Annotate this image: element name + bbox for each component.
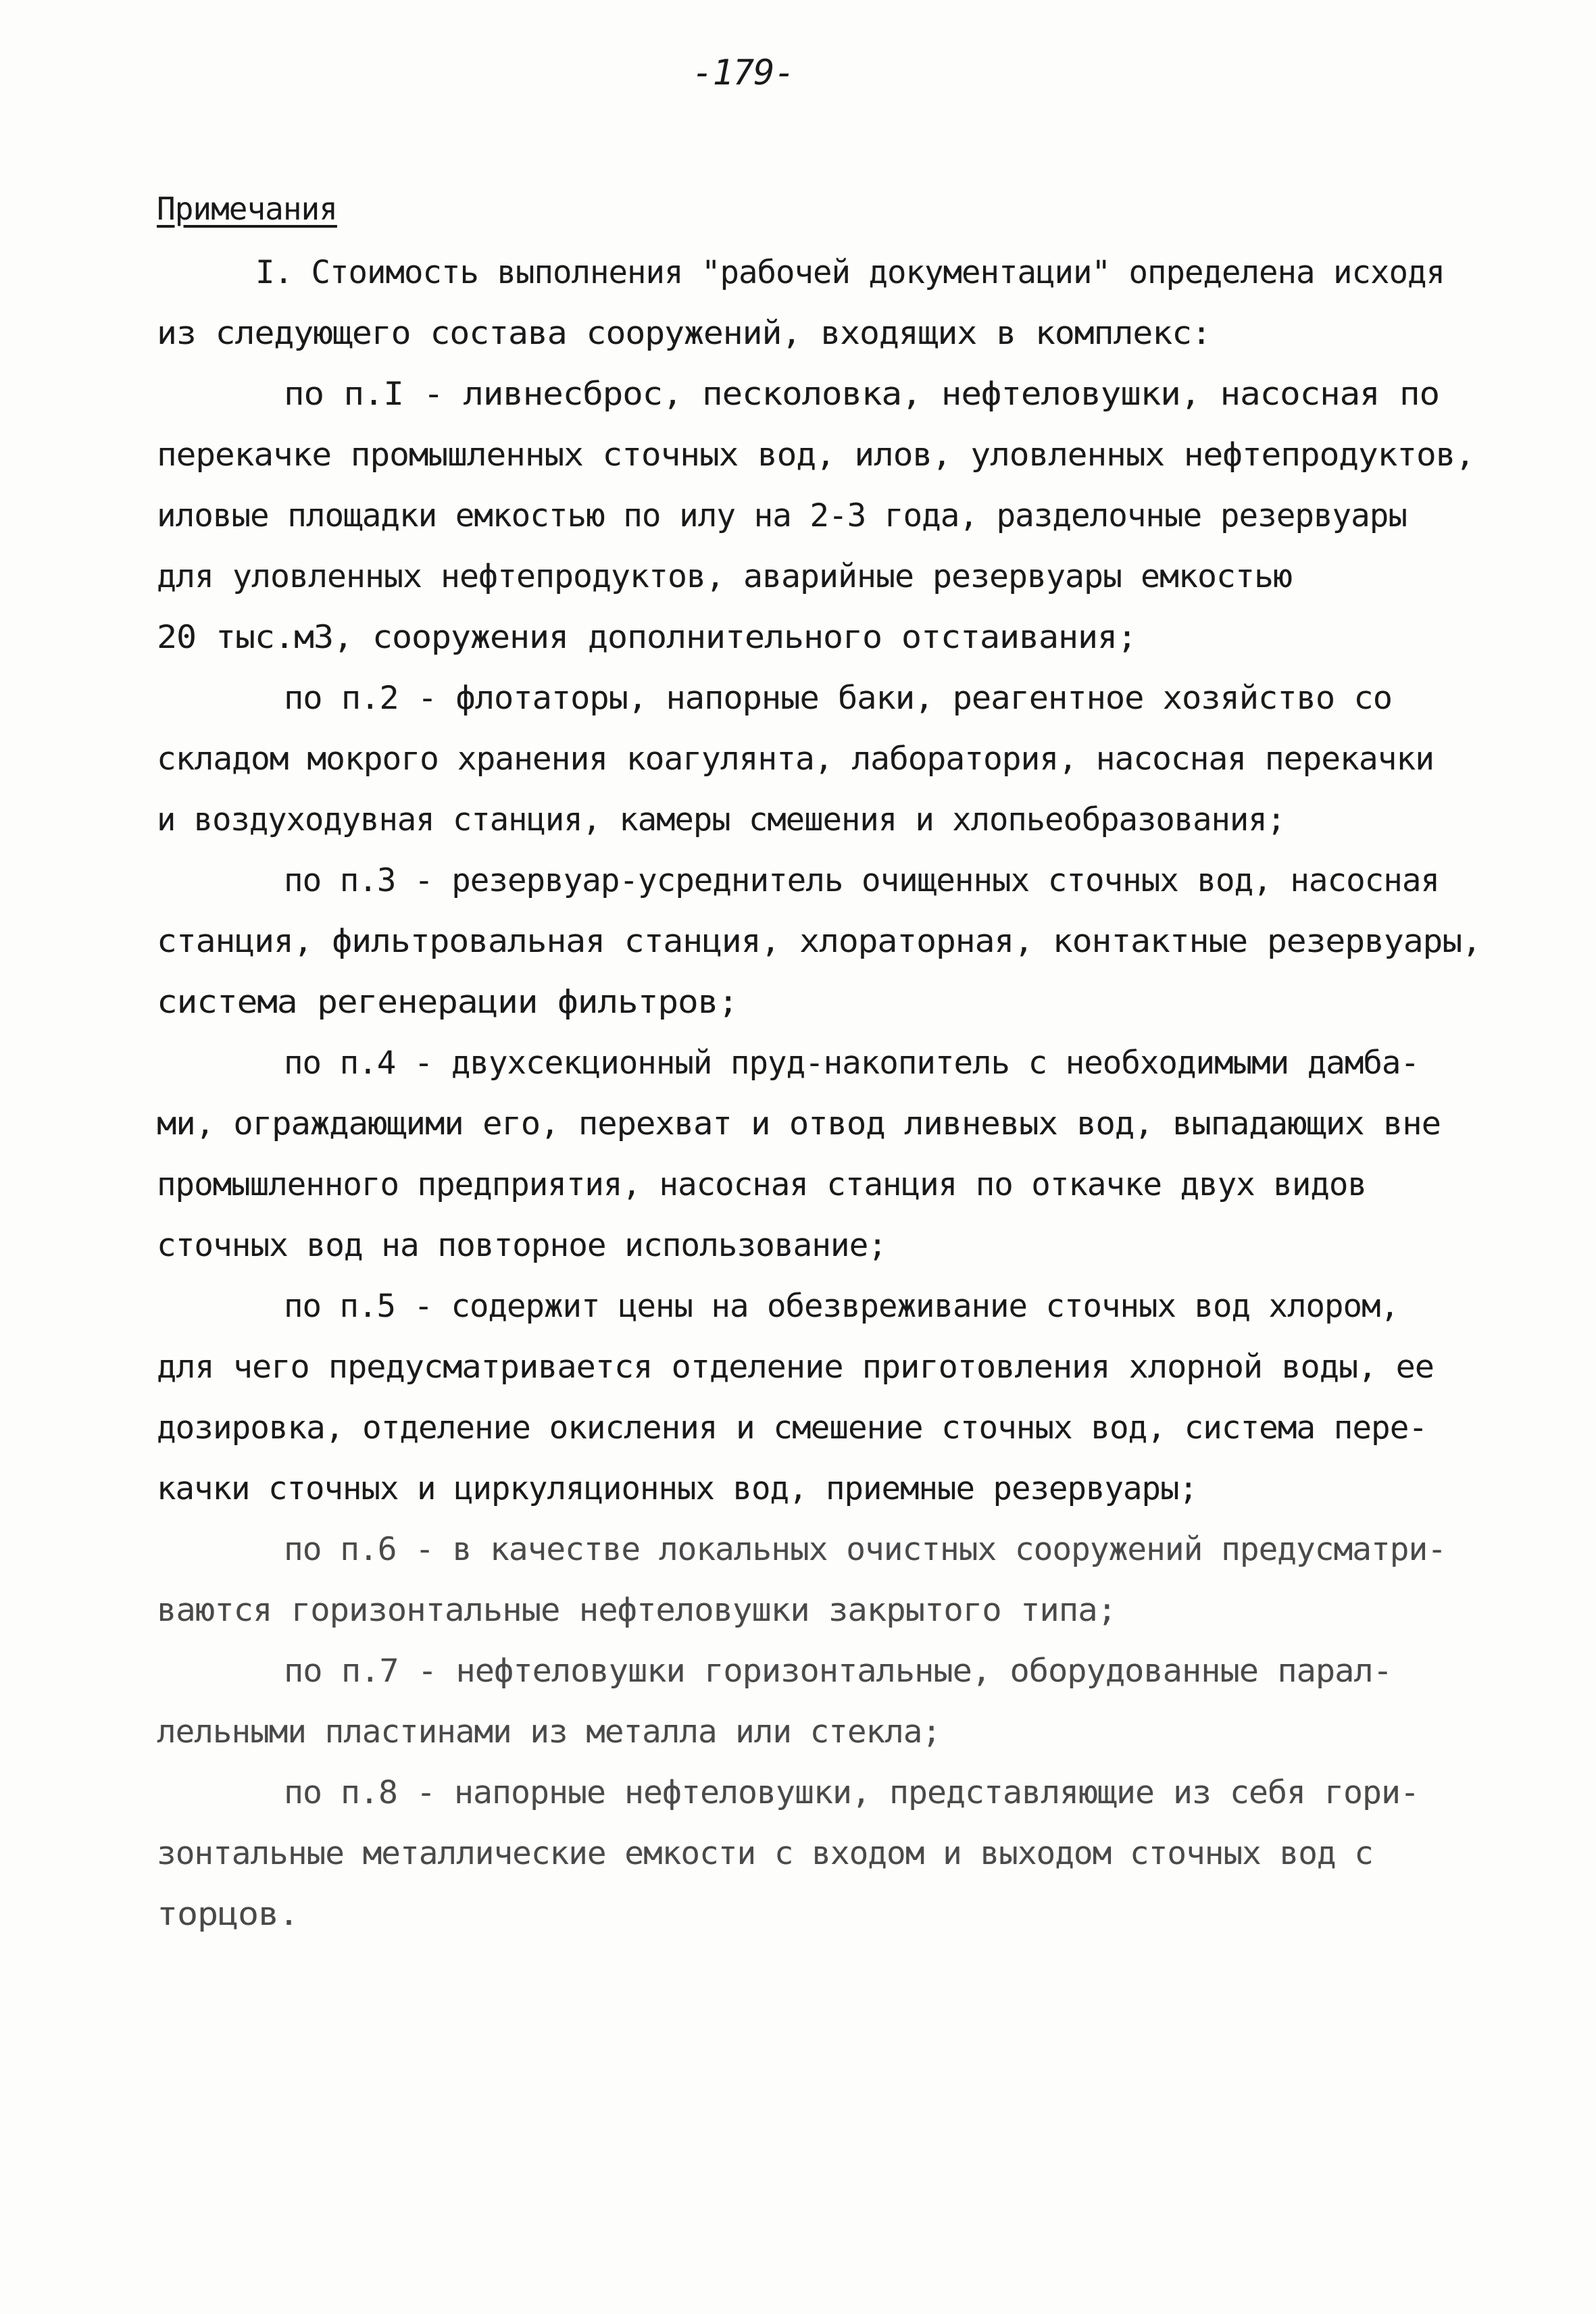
text-line: лельными пластинами из металла или стекла; [157, 1713, 941, 1751]
text-line: для чего предусматривается отделение приготовления хлорной воды, ее [157, 1349, 1434, 1386]
text-line: I. Стоимость выполнения "рабочей документации" определена исходя [255, 254, 1445, 291]
text-line: складом мокрого хранения коагулянта, лаборатория, насосная перекачки [157, 740, 1434, 778]
text-line: по п.7 - нефтеловушки горизонтальные, оборудованные парал- [284, 1653, 1392, 1690]
text-line: дозировка, отделение окисления и смешение сточных вод, система пере- [157, 1409, 1427, 1447]
text-line: по п.3 - резервуар-усреднитель очищенных сточных вод, насосная [284, 862, 1439, 899]
text-line: станция, фильтровальная станция, хлораторная, контактные резервуары, [157, 923, 1481, 960]
text-line: по п.5 - содержит цены на обезвреживание сточных вод хлором, [284, 1288, 1399, 1325]
text-line: ваются горизонтальные нефтеловушки закрытого типа; [157, 1592, 1116, 1629]
text-line: промышленного предприятия, насосная станция по откачке двух видов [157, 1166, 1366, 1203]
text-line: ми, ограждающими его, перехват и отвод ливневых вод, выпадающих вне [157, 1105, 1441, 1142]
text-line: по п.6 - в качестве локальных очистных сооружений предусматри- [284, 1531, 1446, 1568]
text-line: сточных вод на повторное использование; [157, 1227, 887, 1264]
text-line: иловые площадки емкостью по илу на 2-3 года, разделочные резервуары [157, 497, 1407, 534]
text-line: по п.4 - двухсекционный пруд-накопитель с необходимыми дамба- [284, 1045, 1419, 1082]
notes-heading: Примечания [157, 191, 337, 227]
text-line: и воздуходувная станция, камеры смешения и хлопьеобразования; [157, 801, 1285, 838]
text-line: качки сточных и циркуляционных вод, приемные резервуары; [157, 1470, 1197, 1507]
page-number: -179- [692, 53, 795, 93]
text-line: система регенерации фильтров; [157, 984, 738, 1021]
text-line: по п.I - ливнесброс, песколовка, нефтеловушки, насосная по [284, 376, 1439, 413]
text-line: перекачке промышленных сточных вод, илов, уловленных нефтепродуктов, [157, 436, 1474, 474]
text-line: по п.8 - напорные нефтеловушки, представляющие из себя гори- [284, 1774, 1419, 1811]
text-line: для уловленных нефтепродуктов, аварийные резервуары емкостью [157, 558, 1293, 595]
text-line: торцов. [157, 1896, 299, 1933]
text-line: из следующего состава сооружений, входящих в комплекс: [157, 315, 1211, 352]
text-line: по п.2 - флотаторы, напорные баки, реагентное хозяйство со [284, 680, 1392, 717]
text-line: 20 тыс.м3, сооружения дополнительного отстаивания; [157, 619, 1137, 656]
text-line: зонтальные металлические емкости с входом и выходом сточных вод с [157, 1835, 1373, 1872]
